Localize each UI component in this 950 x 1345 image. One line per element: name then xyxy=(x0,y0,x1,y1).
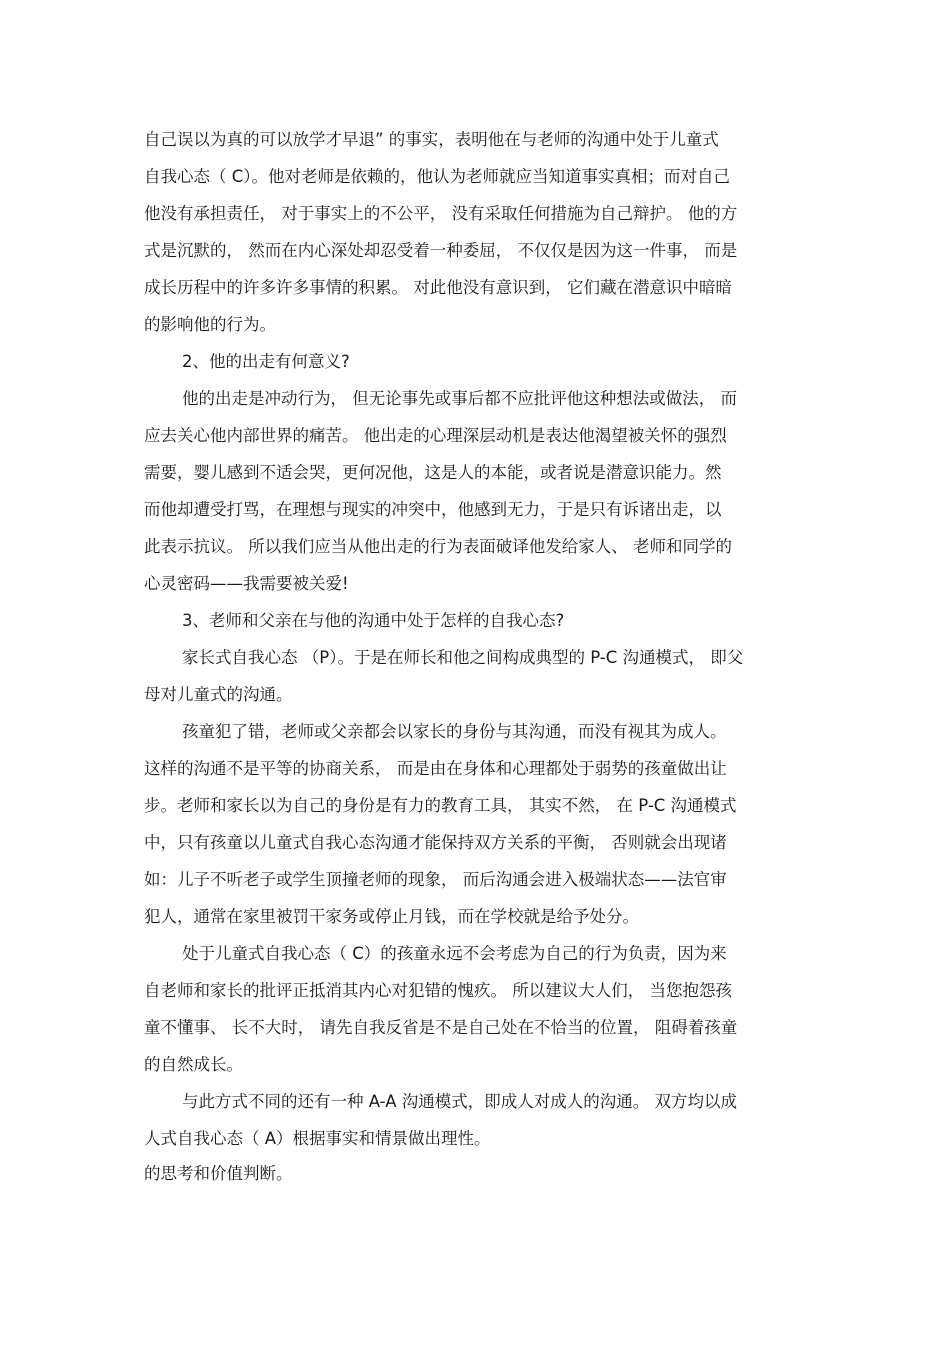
text-line: 需要，婴儿感到不适会哭，更何况他，这是人的本能，或者说是潜意识能力。然 xyxy=(144,463,722,482)
text-line: 步。老师和家长以为自己的身份是有力的教育工具， 其实不然， 在 P-C 沟通模式 xyxy=(144,796,737,815)
text-line: 的自然成长。 xyxy=(144,1055,243,1074)
text-line: 人式自我心态（ A）根据事实和情景做出理性。 xyxy=(144,1129,491,1148)
text-line: 的影响他的行为。 xyxy=(144,315,276,334)
text-line: 自老师和家长的批评正抵消其内心对犯错的愧疚。 所以建议大人们， 当您抱怨孩 xyxy=(144,981,732,1000)
document-body xyxy=(144,121,808,1190)
text-line: 应去关心他内部世界的痛苦。 他出走的心理深层动机是表达他渴望被关怀的强烈 xyxy=(144,426,727,445)
text-line: 母对儿童式的沟通。 xyxy=(144,685,293,704)
text-line: 这样的沟通不是平等的协商关系， 而是由在身体和心理都处于弱势的孩童做出让 xyxy=(144,759,727,778)
text-line: 的思考和价值判断。 xyxy=(144,1164,293,1183)
text-line: 2、他的出走有何意义? xyxy=(182,352,350,371)
text-line: 此表示抗议。 所以我们应当从他出走的行为表面破译他发给家人、 老师和同学的 xyxy=(144,537,732,556)
text-line: 自己误以为真的可以放学才早退” 的事实，表明他在与老师的沟通中处于儿童式 xyxy=(144,130,719,149)
text-line: 他没有承担责任， 对于事实上的不公平， 没有采取任何措施为自己辩护。 他的方 xyxy=(144,204,738,223)
text-line: 成长历程中的许多许多事情的积累。 对此他没有意识到， 它们藏在潜意识中暗暗 xyxy=(144,278,732,297)
text-line: 家长式自我心态 （P）。于是在师长和他之间构成典型的 P-C 沟通模式， 即父 xyxy=(182,648,744,667)
text-line: 童不懂事、 长不大时， 请先自我反省是不是自己处在不恰当的位置， 阻碍着孩童 xyxy=(144,1018,738,1037)
text-line: 中，只有孩童以儿童式自我心态沟通才能保持双方关系的平衡， 否则就会出现诸 xyxy=(144,833,727,852)
text-line: 与此方式不同的还有一种 A-A 沟通模式，即成人对成人的沟通。 双方均以成 xyxy=(182,1092,738,1111)
text-line: 如：儿子不听老子或学生顶撞老师的现象， 而后沟通会进入极端状态——法官审 xyxy=(144,870,727,889)
text-line: 而他却遭受打骂，在理想与现实的冲突中，他感到无力，于是只有诉诸出走，以 xyxy=(144,500,722,519)
text-line: 孩童犯了错，老师或父亲都会以家长的身份与其沟通，而没有视其为成人。 xyxy=(182,722,727,741)
text-line: 心灵密码——我需要被关爱! xyxy=(144,574,349,593)
text-line: 他的出走是冲动行为， 但无论事先或事后都不应批评他这种想法或做法， 而 xyxy=(182,389,737,408)
text-line: 处于儿童式自我心态（ C）的孩童永远不会考虑为自己的行为负责，因为来 xyxy=(182,944,727,963)
text-line: 式是沉默的， 然而在内心深处却忍受着一种委屈， 不仅仅是因为这一件事， 而是 xyxy=(144,241,738,260)
text-line: 犯人，通常在家里被罚干家务或停止月钱，而在学校就是给予处分。 xyxy=(144,907,639,926)
text-line: 3、老师和父亲在与他的沟通中处于怎样的自我心态? xyxy=(182,611,565,630)
text-line: 自我心态（ C）。他对老师是依赖的，他认为老师就应当知道事实真相；而对自己 xyxy=(144,167,731,186)
